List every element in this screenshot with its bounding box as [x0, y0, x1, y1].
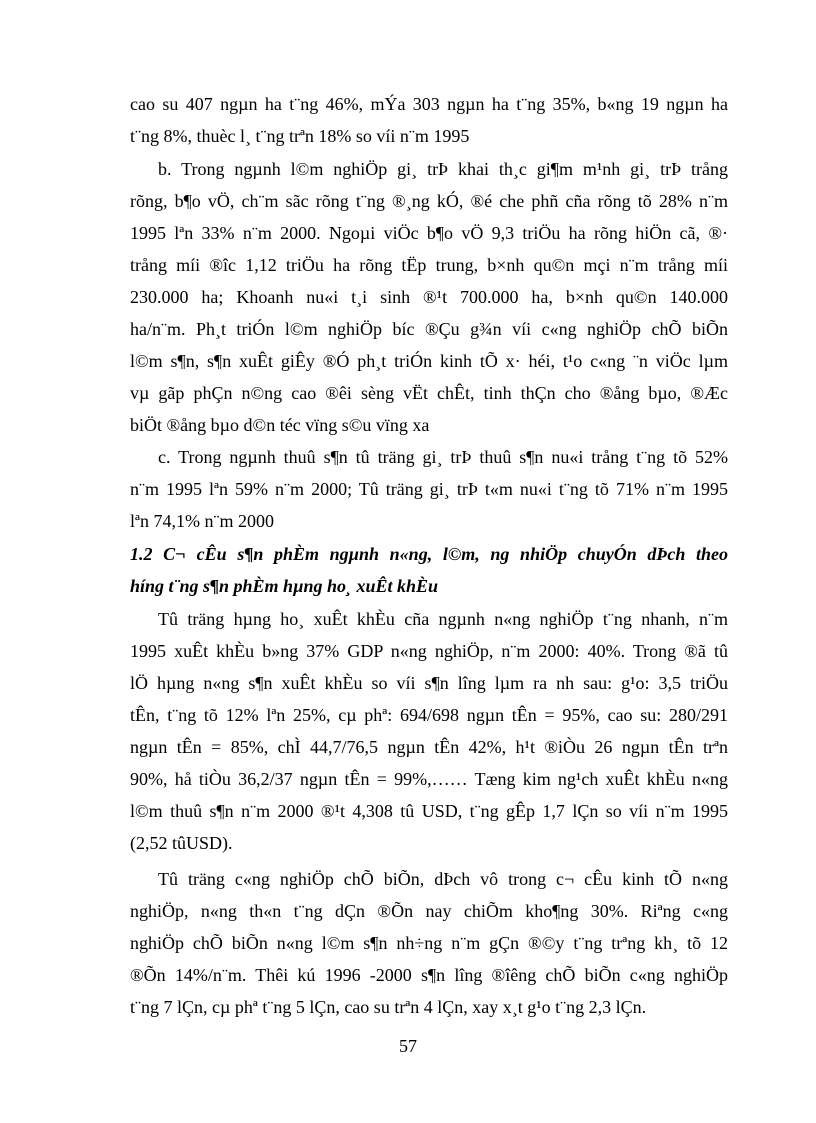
text-line: biÖt ®ång bµo d©n téc vïng s©u vïng xa [130, 415, 430, 435]
section-heading: híng t¨ng s¶n phÈm hµng ho¸ xuÊt khÈu [130, 576, 439, 596]
text-line: tÊn, t¨ng tõ 12% lªn 25%, cµ phª: 694/698 ngµn tÊn = 95%, cao su: 280/291 [130, 705, 728, 725]
section-heading: 1.2 C¬ cÊu s¶n phÈm ngµnh n«ng, l©m, ng nhiÖp chuyÓn dÞch theo [130, 544, 728, 564]
text-line: ®Õn 14%/n¨m. Thêi kú 1996 -2000 s¶n lîng ®îêng chÕ biÕn c«ng nghiÖp [130, 965, 728, 985]
text-line: l©m thuû s¶n n¨m 2000 ®¹t 4,308 tû USD, t¨ng gÊp 1,7 lÇn so víi n¨m 1995 [130, 801, 728, 821]
text-line: t¨ng 8%, thuèc l¸ t¨ng trªn 18% so víi n¨m 1995 [130, 126, 470, 146]
text-line: 230.000 ha; Khoanh nu«i t¸i sinh ®¹t 700.000 ha, b×nh qu©n 140.000 [130, 287, 728, 307]
text-line: trång míi ®îc 1,12 triÖu ha rõng tËp trung, b×nh qu©n mçi n¨m trång míi [130, 255, 728, 275]
text-line: Tû träng c«ng nghiÖp chÕ biÕn, dÞch vô trong c¬ cÊu kinh tÕ n«ng [158, 869, 728, 889]
text-line: nghiÖp chÕ biÕn n«ng l©m s¶n nh÷ng n¨m gÇn ®©y t¨ng trªng kh¸ tõ 12 [130, 933, 728, 953]
text-line: l©m s¶n, s¶n xuÊt giÊy ®Ó ph¸t triÓn kinh tÕ x· héi, t¹o c«ng ¨n viÖc lµm [130, 351, 728, 371]
text-line: c. Trong ngµnh thuû s¶n tû träng gi¸ trÞ thuû s¶n nu«i trång t¨ng tõ 52% [158, 447, 728, 467]
text-line: (2,52 tûUSD). [130, 833, 233, 853]
text-line: 90%, hå tiÒu 36,2/37 ngµn tÊn = 99%,…… Tæng kim ng¹ch xuÊt khÈu n«ng [130, 769, 728, 789]
text-line: 1995 lªn 33% n¨m 2000. Ngoµi viÖc b¶o vÖ 9,3 triÖu ha rõng hiÖn cã, ®· [130, 223, 728, 243]
text-line: 1995 xuÊt khÈu b»ng 37% GDP n«ng nghiÖp, n¨m 2000: 40%. Trong ®ã tû [130, 641, 728, 661]
text-line: ngµn tÊn = 85%, chÌ 44,7/76,5 ngµn tÊn 42%, h¹t ®iÒu 26 ngµn tÊn trªn [130, 737, 728, 757]
text-line: Tû träng hµng ho¸ xuÊt khÈu cña ngµnh n«ng nghiÖp t¨ng nhanh, n¨m [158, 609, 728, 629]
text-line: cao su 407 ngµn ha t¨ng 46%, mÝa 303 ngµn ha t¨ng 35%, b«ng 19 ngµn ha [130, 94, 728, 114]
text-line: lªn 74,1% n¨m 2000 [130, 511, 274, 531]
text-line: lÖ hµng n«ng s¶n xuÊt khÈu so víi s¶n lîng lµm ra nh sau: g¹o: 3,5 triÖu [130, 673, 728, 693]
text-line: nghiÖp, n«ng th«n t¨ng dÇn ®Õn nay chiÕm kho¶ng 30%. Riªng c«ng [130, 901, 728, 921]
text-line: t¨ng 7 lÇn, cµ phª t¨ng 5 lÇn, cao su trªn 4 lÇn, xay x¸t g¹o t¨ng 2,3 lÇn. [130, 997, 647, 1017]
text-line: b. Trong ngµnh l©m nghiÖp gi¸ trÞ khai th¸c gi¶m m¹nh gi¸ trÞ trång [158, 159, 728, 179]
page-number: 57 [399, 1036, 417, 1056]
text-line: ha/n¨m. Ph¸t triÓn l©m nghiÖp bíc ®Çu g¾n víi c«ng nghiÖp chÕ biÕn [130, 319, 728, 339]
text-line: rõng, b¶o vÖ, ch¨m sãc rõng t¨ng ®¸ng kÓ, ®é che phñ cña rõng tõ 28% n¨m [130, 191, 728, 211]
text-line: n¨m 1995 lªn 59% n¨m 2000; Tû träng gi¸ trÞ t«m nu«i t¨ng tõ 71% n¨m 1995 [130, 479, 728, 499]
text-line: vµ gãp phÇn n©ng cao ®êi sèng vËt chÊt, tinh thÇn cho ®ång bµo, ®Æc [130, 383, 728, 403]
